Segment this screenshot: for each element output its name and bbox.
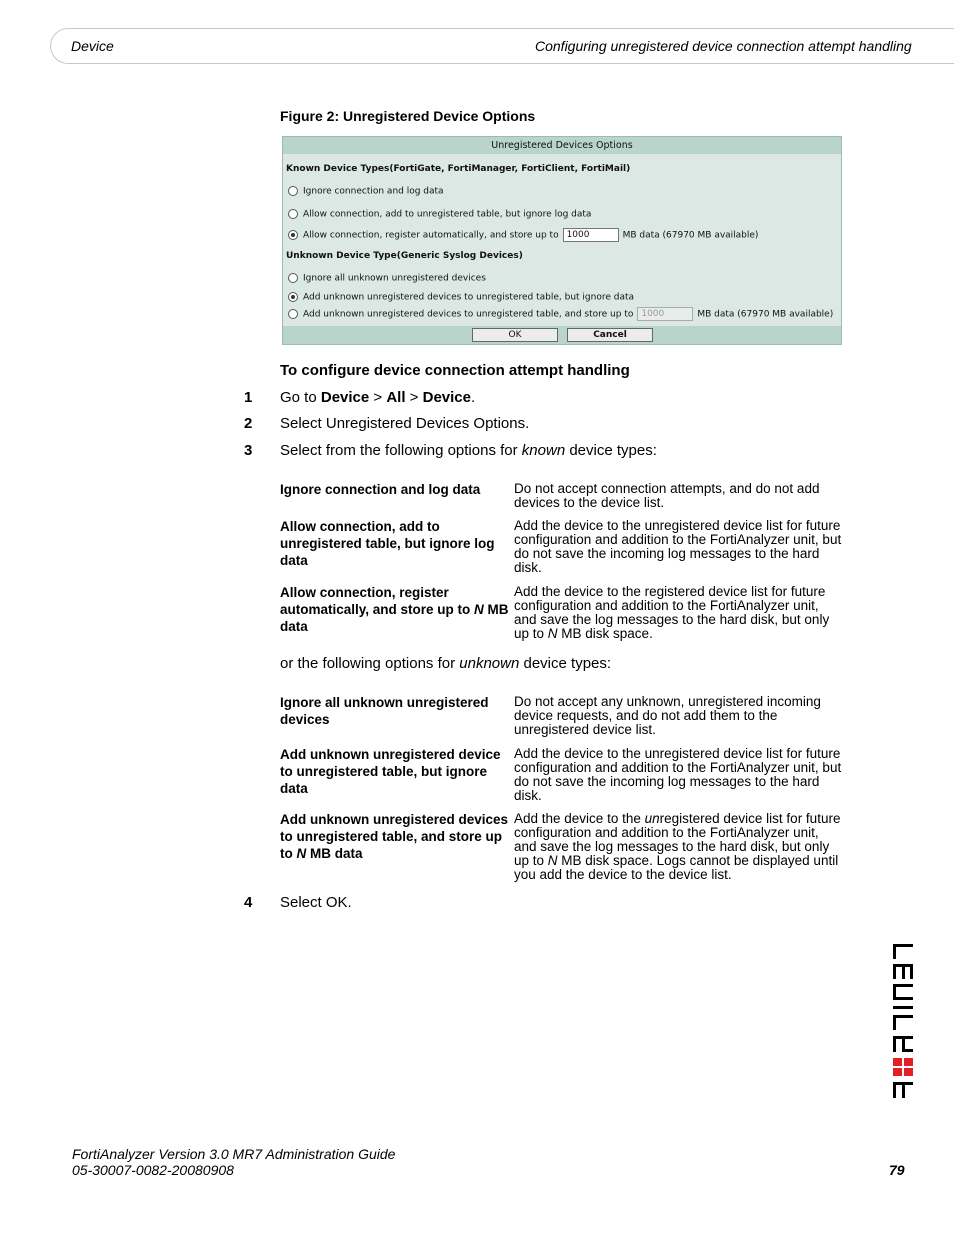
radio-button[interactable] [288, 209, 298, 219]
unregistered-devices-options-panel [282, 136, 842, 345]
option-label: Allow connection, add to unregistered table, but ignore log data [303, 209, 592, 220]
unknown-option-ignore[interactable] [288, 273, 486, 284]
option-label: Add unknown unregistered devices to unregistered table, but ignore data [303, 292, 635, 303]
option-label: Ignore connection and log data [303, 186, 444, 197]
footer-doc-info [72, 1146, 395, 1178]
known-term-allow: Allow connection, add to unregistered table, but ignore log data [280, 519, 495, 568]
mb-available-label: MB data (67970 MB available) [697, 309, 834, 320]
button-bar [283, 326, 841, 344]
option-label: Ignore all unknown unregistered devices [303, 273, 486, 284]
known-term-register: Allow connection, register automatically, and store up to N MB data [280, 585, 509, 634]
radio-button-selected[interactable] [288, 292, 298, 302]
panel-title: Unregistered Devices Options [283, 137, 841, 154]
radio-button[interactable] [288, 309, 298, 319]
header-chapter-title: Configuring unregistered device connection attempt handling [535, 38, 912, 54]
unknown-def-ignore: Do not accept any unknown, unregistered incoming device requests, and do not add them to the unregistered device list. [514, 694, 821, 737]
step-number: 3 [244, 442, 253, 459]
footer-doc-number: 05-30007-0082-20080908 [72, 1162, 234, 1178]
unknown-def-add-ignore: Add the device to the unregistered device list for future configuration and addition to the FortiAnalyzer unit, but do not save the incoming log messages to the hard disk. [514, 746, 842, 803]
known-term-ignore: Ignore connection and log data [280, 482, 481, 497]
step-1-text: Go to Device > All > Device. [280, 389, 476, 406]
known-option-allow-unregistered[interactable] [288, 209, 591, 220]
known-option-ignore[interactable] [288, 186, 444, 197]
unknown-option-add-store[interactable] [288, 307, 833, 321]
known-device-section-label: Known Device Types(FortiGate, FortiManager, FortiClient, FortiMail) [286, 164, 631, 174]
step-number: 4 [244, 894, 253, 911]
radio-button[interactable] [288, 186, 298, 196]
option-label: Allow connection, register automatically, and store up to [303, 230, 559, 241]
known-def-ignore: Do not accept connection attempts, and do not add devices to the device list. [514, 481, 820, 510]
known-def-register: Add the device to the registered device list for future configuration and addition to the FortiAnalyzer unit, and save the log messages to the hard disk, but only up to N MB disk space. [514, 584, 830, 641]
page-header [50, 28, 954, 64]
ok-button[interactable]: OK [472, 328, 558, 342]
figure-caption: Figure 2: Unregistered Device Options [280, 108, 536, 124]
unknown-device-section-label: Unknown Device Type(Generic Syslog Devices) [286, 251, 523, 261]
known-mb-input[interactable]: 1000 [563, 228, 619, 242]
procedure-heading: To configure device connection attempt handling [280, 362, 630, 379]
unknown-term-ignore: Ignore all unknown unregistered devices [280, 695, 489, 727]
mb-available-label: MB data (67970 MB available) [622, 230, 759, 241]
unknown-mb-input[interactable]: 1000 [637, 307, 693, 321]
unknown-term-add-store: Add unknown unregistered devices to unregistered table, and store up to N MB data [280, 812, 509, 861]
unknown-intro-text: or the following options for unknown device types: [280, 655, 612, 672]
step-number: 1 [244, 389, 253, 406]
step-2-text: Select Unregistered Devices Options. [280, 415, 530, 432]
fortinet-logo-icon [892, 942, 914, 1128]
unknown-option-add-ignore[interactable] [288, 292, 634, 303]
step-number: 2 [244, 415, 253, 432]
radio-button[interactable] [288, 273, 298, 283]
option-label: Add unknown unregistered devices to unregistered table, and store up to [303, 309, 634, 320]
step-3-text: Select from the following options for known device types: [280, 442, 657, 459]
known-option-register-auto[interactable] [288, 228, 758, 242]
footer-guide-title: FortiAnalyzer Version 3.0 MR7 Administration Guide [72, 1146, 396, 1162]
unknown-term-add-ignore: Add unknown unregistered device to unregistered table, but ignore data [280, 747, 501, 796]
header-section-title: Device [71, 38, 114, 54]
known-def-allow: Add the device to the unregistered device list for future configuration and addition to the FortiAnalyzer unit, but do not save the incoming log messages to the hard disk. [514, 518, 842, 575]
cancel-button[interactable]: Cancel [567, 328, 653, 342]
unknown-def-add-store: Add the device to the unregistered device list for future configuration and addition to the FortiAnalyzer unit, and save the log messages to the hard disk, but only up to N MB disk space. Logs cannot be displayed until you add the device to the device list. [514, 811, 841, 882]
radio-button-selected[interactable] [288, 230, 298, 240]
step-4-text: Select OK. [280, 894, 352, 911]
page-number: 79 [889, 1162, 905, 1178]
